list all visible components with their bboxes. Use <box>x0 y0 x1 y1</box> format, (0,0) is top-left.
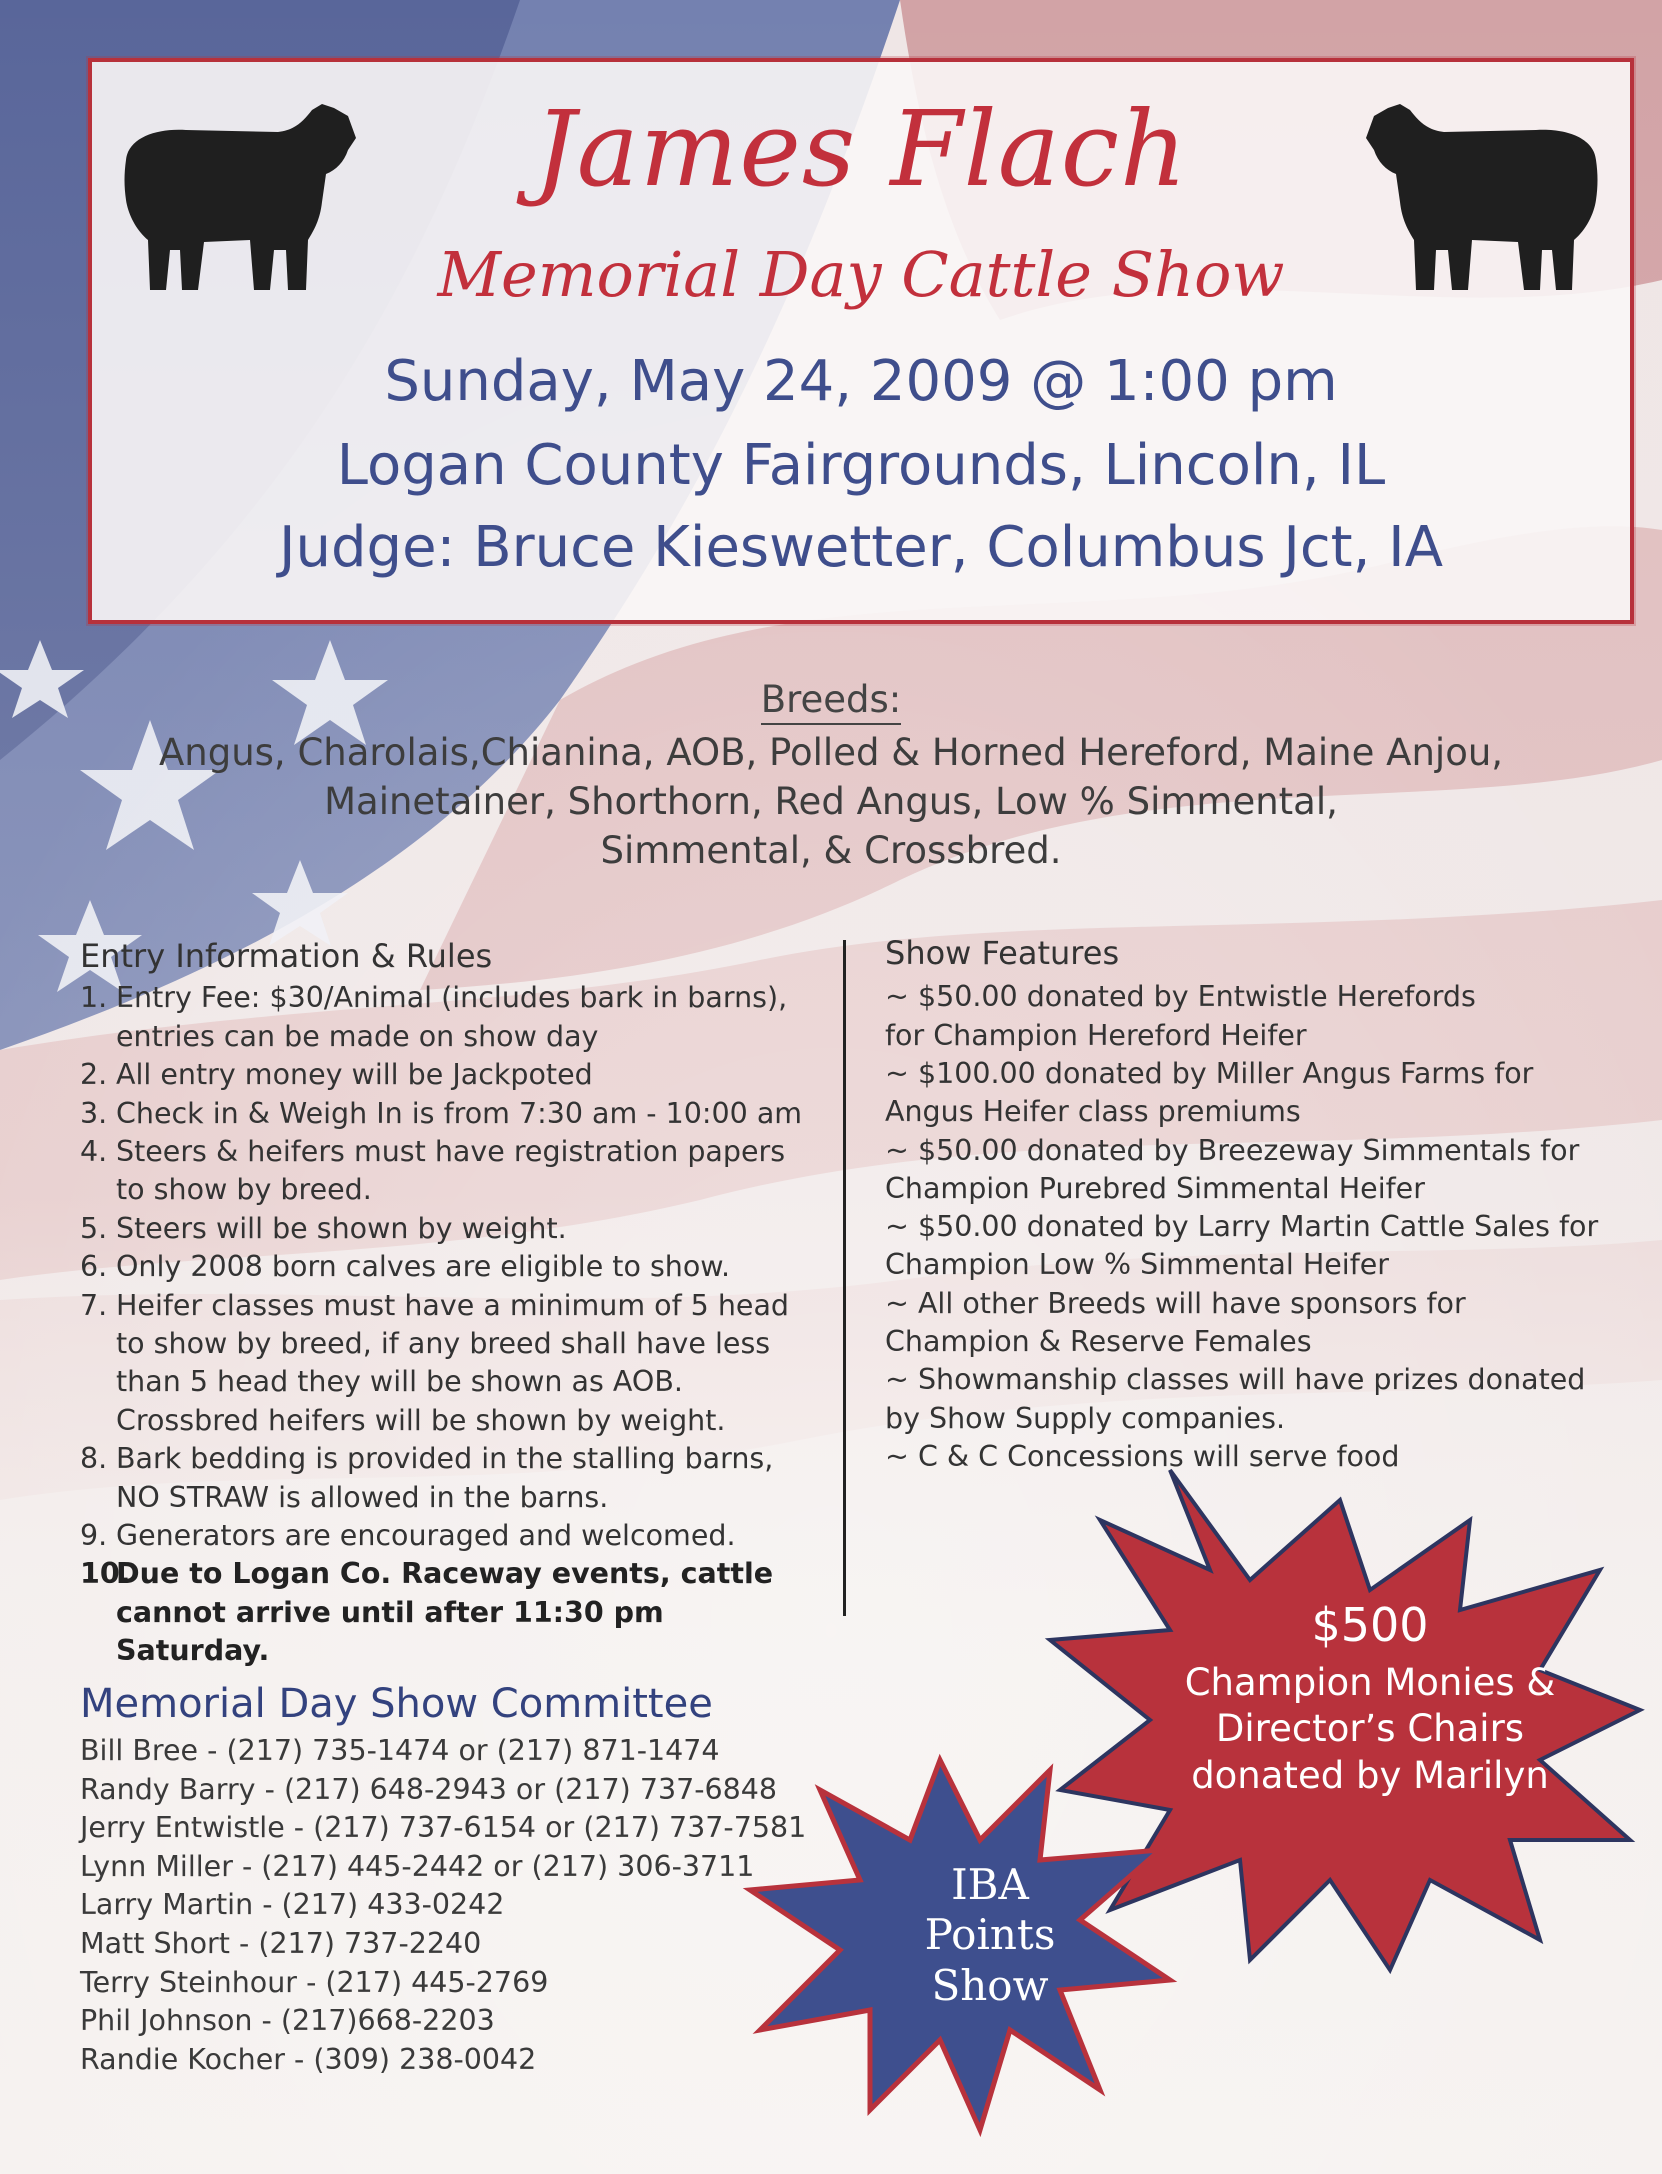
event-date: Sunday, May 24, 2009 @ 1:00 pm <box>384 349 1338 414</box>
iba-points-label <box>880 1860 1100 2011</box>
committee-member: Larry Martin - (217) 433-0242 <box>80 1888 505 1922</box>
committee-member: Bill Bree - (217) 735-1474 or (217) 871-1474 <box>80 1734 720 1767</box>
iba-line: Points <box>924 1910 1056 1960</box>
committee-member: Jerry Entwistle - (217) 737-6154 or (217) 737-7581 <box>80 1811 807 1845</box>
committee-member: Phil Johnson - (217)668-2203 <box>80 2004 495 2038</box>
breeds-line: Simmental, & Crossbred. <box>600 829 1062 873</box>
breeds-heading: Breeds: <box>0 678 1662 722</box>
features-title: Show Features <box>885 934 1120 972</box>
event-location: Logan County Fairgrounds, Lincoln, IL <box>336 433 1386 498</box>
prize-description <box>1160 1660 1580 1799</box>
iba-line: IBA <box>951 1860 1029 1909</box>
rules-title: Entry Information & Rules <box>80 937 493 975</box>
breeds-line: Angus, Charolais,Chianina, AOB, Polled & Horned Hereford, Maine Anjou, <box>158 731 1504 774</box>
breeds-line: Mainetainer, Shorthorn, Red Angus, Low % Simmental, <box>324 780 1338 824</box>
feature-line: ~ $100.00 donated by Miller Angus Farms for <box>885 1056 1534 1090</box>
event-judge: Judge: Bruce Kieswetter, Columbus Jct, IA <box>278 515 1444 580</box>
feature-line: ~ $50.00 donated by Larry Martin Cattle Sales for <box>885 1210 1599 1244</box>
feature-line: Champion Purebred Simmental Heifer <box>885 1171 1425 1205</box>
rules-list <box>80 979 810 1670</box>
rule-item: 6. Only 2008 born calves are eligible to show. <box>80 1250 731 1284</box>
show-features-section <box>885 934 1625 1476</box>
feature-line: ~ $50.00 donated by Breezeway Simmentals for <box>885 1133 1580 1167</box>
rule-item: 9. Generators are encouraged and welcomed. <box>80 1519 736 1553</box>
committee-member: Terry Steinhour - (217) 445-2769 <box>80 1965 549 1999</box>
prize-line: Director’s Chairs <box>1215 1707 1525 1751</box>
prize-line: donated by Marilyn <box>1191 1753 1549 1797</box>
event-title: James Flach <box>534 88 1188 210</box>
column-divider <box>843 940 846 1616</box>
feature-line: ~ Showmanship classes will have prizes donated <box>885 1363 1586 1397</box>
header-box <box>88 58 1634 624</box>
rule-item: 7. Heifer classes must have a minimum of 5 head to show by breed, if any breed shall have less than 5 head they will be shown as AOB. Crossbred heifers will be shown by weight. <box>80 1288 790 1437</box>
features-list <box>885 978 1625 1476</box>
feature-line: for Champion Hereford Heifer <box>885 1018 1307 1052</box>
committee-list <box>80 1732 840 2079</box>
committee-member: Matt Short - (217) 737-2240 <box>80 1926 482 1960</box>
rule-item: 3. Check in & Weigh In is from 7:30 am - 10:00 am <box>80 1096 803 1130</box>
event-subtitle: Memorial Day Cattle Show <box>437 238 1285 311</box>
rule-item: 1. Entry Fee: $30/Animal (includes bark in barns), entries can be made on show day <box>80 981 788 1053</box>
rule-item: 8. Bark bedding is provided in the stalling barns, NO STRAW is allowed in the barns. <box>80 1442 774 1514</box>
iba-line: Show <box>931 1960 1049 2010</box>
prize-amount: $500 <box>1311 1598 1429 1652</box>
feature-line: ~ C & C Concessions will serve food <box>885 1439 1400 1473</box>
breeds-list <box>110 728 1552 876</box>
feature-line: by Show Supply companies. <box>885 1401 1286 1435</box>
prize-line: Champion Monies & <box>1184 1661 1556 1704</box>
committee-member: Lynn Miller - (217) 445-2442 or (217) 306-3711 <box>80 1849 755 1883</box>
feature-line: Champion & Reserve Females <box>885 1325 1312 1359</box>
rule-item: 4. Steers & heifers must have registration papers to show by breed. <box>80 1135 786 1207</box>
rule-item: 10. Due to Logan Co. Raceway events, cattle cannot arrive until after 11:30 pm Saturday. <box>80 1557 774 1668</box>
rule-item: 2. All entry money will be Jackpoted <box>80 1058 593 1092</box>
committee-title: Memorial Day Show Committee <box>80 1681 713 1727</box>
entry-rules-section <box>80 937 810 1671</box>
feature-line: ~ $50.00 donated by Entwistle Herefords <box>885 980 1476 1014</box>
committee-member: Randy Barry - (217) 648-2943 or (217) 737-6848 <box>80 1772 778 1806</box>
feature-line: Angus Heifer class premiums <box>885 1095 1301 1129</box>
committee-section <box>80 1680 840 2079</box>
committee-member: Randie Kocher - (309) 238-0042 <box>80 2042 537 2076</box>
rule-item: 5. Steers will be shown by weight. <box>80 1211 567 1245</box>
feature-line: ~ All other Breeds will have sponsors for <box>885 1286 1466 1320</box>
feature-line: Champion Low % Simmental Heifer <box>885 1248 1389 1282</box>
